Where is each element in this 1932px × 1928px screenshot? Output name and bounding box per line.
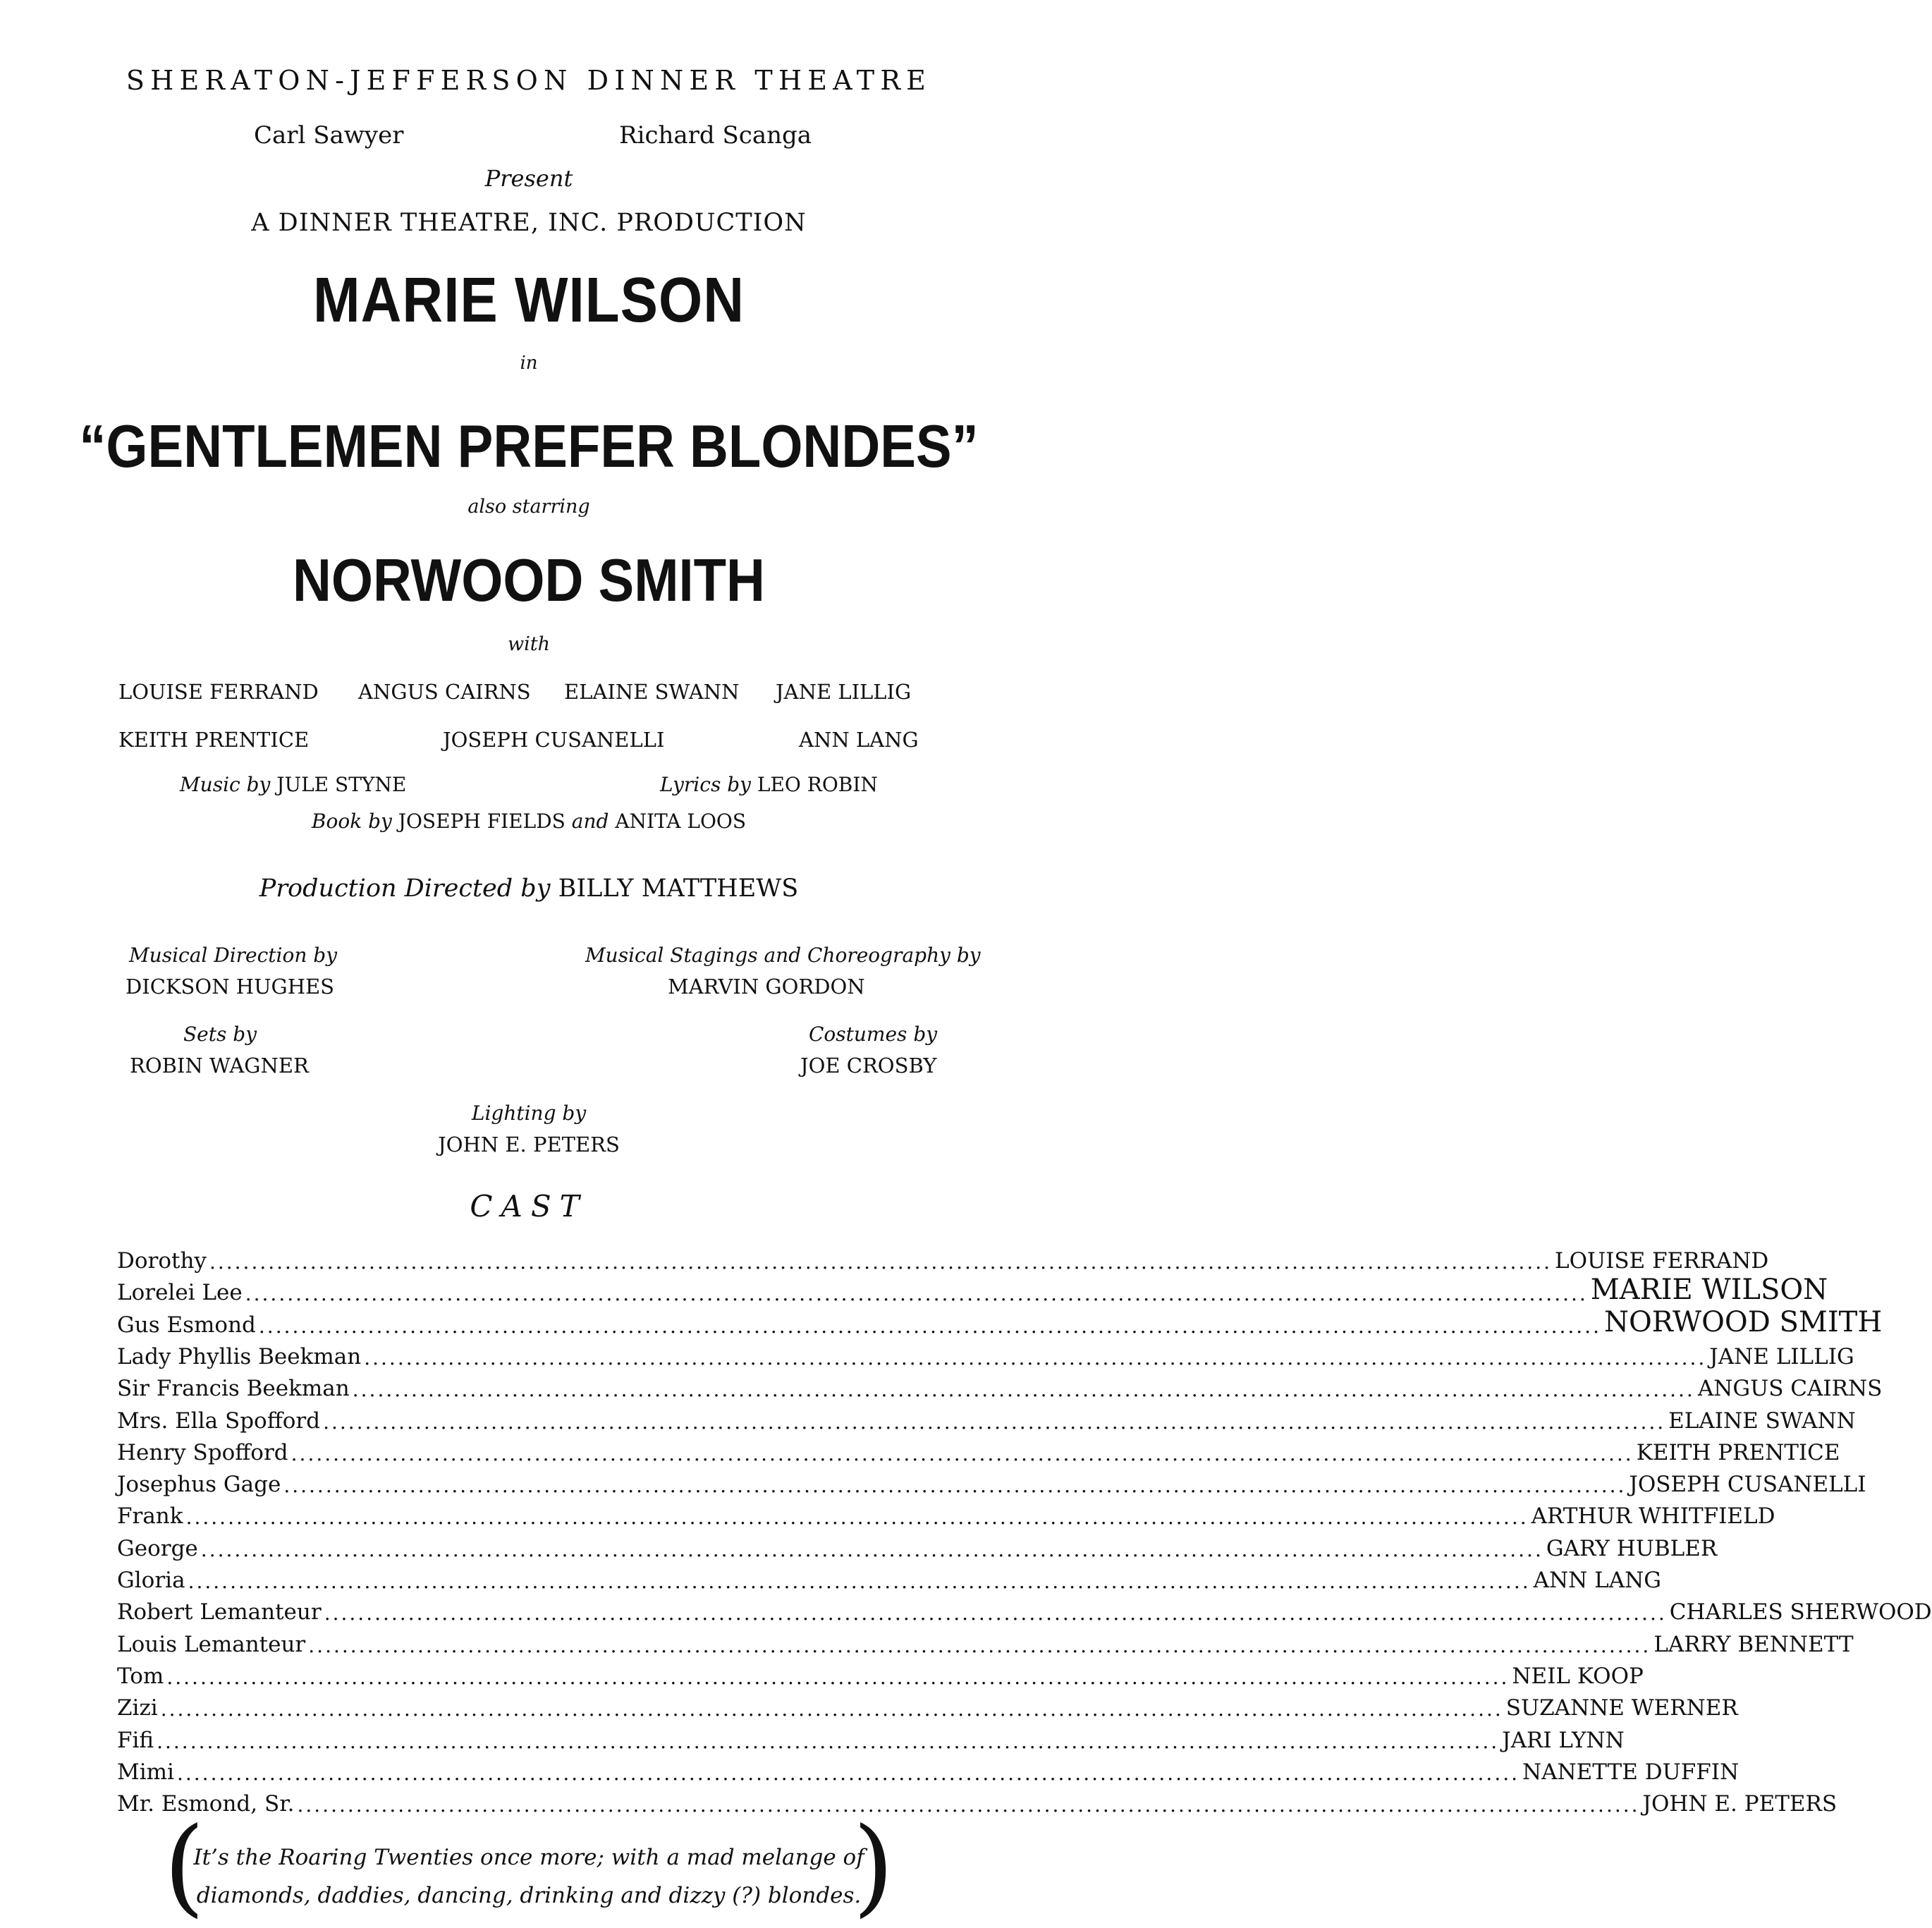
cast-role: Zizi — [117, 1695, 158, 1721]
producer-left: Carl Sawyer — [254, 121, 404, 150]
cast-row — [117, 1595, 1932, 1625]
supporting-name: KEITH PRENTICE — [118, 728, 310, 752]
costumes-label: Costumes by — [809, 1023, 938, 1046]
cast-actor: KEITH PRENTICE — [1636, 1440, 1840, 1465]
costar-name: NORWOOD SMITH — [293, 547, 765, 615]
sets-name: ROBIN WAGNER — [130, 1054, 309, 1078]
lyrics-by-name: LEO ROBIN — [757, 773, 878, 796]
cast-role: Tom — [117, 1664, 164, 1689]
cast-row — [117, 1659, 1644, 1689]
cast-actor: GARY HUBLER — [1546, 1536, 1718, 1561]
cast-actor: NORWOOD SMITH — [1603, 1306, 1883, 1338]
supporting-name: JANE LILLIG — [776, 680, 912, 704]
dot-leader: ................................................................................................................................................................ — [283, 1474, 1627, 1497]
cast-row — [117, 1628, 1854, 1657]
cast-role: Gloria — [117, 1568, 185, 1593]
cast-row — [117, 1723, 1625, 1753]
also-starring-text: also starring — [467, 496, 590, 518]
supporting-name: JOSEPH CUSANELLI — [443, 728, 665, 752]
cast-role: Louis Lemanteur — [117, 1632, 306, 1657]
music-by-name: JULE STYNE — [276, 773, 407, 796]
cast-actor: JARI LYNN — [1502, 1728, 1625, 1753]
cast-actor: ANGUS CAIRNS — [1697, 1376, 1883, 1401]
stagings-name: MARVIN GORDON — [668, 975, 865, 999]
theatre-name: SHERATON-JEFFERSON DINNER THEATRE — [126, 65, 932, 96]
costumes-name: JOE CROSBY — [800, 1054, 937, 1078]
cast-role: Frank — [117, 1503, 183, 1529]
right-paren: ) — [852, 1805, 894, 1928]
cast-heading: CAST — [470, 1189, 588, 1224]
cast-role: Sir Francis Beekman — [117, 1376, 350, 1401]
cast-actor: SUZANNE WERNER — [1505, 1695, 1738, 1721]
cast-row — [117, 1274, 1828, 1306]
music-credit — [180, 773, 406, 796]
cast-actor: LARRY BENNETT — [1653, 1632, 1854, 1657]
dot-leader: ................................................................................................................................................................ — [258, 1314, 1601, 1338]
supporting-name: LOUISE FERRAND — [118, 680, 319, 704]
dot-leader: ................................................................................................................................................................ — [160, 1697, 1503, 1721]
musical-direction-label: Musical Direction by — [129, 944, 338, 967]
cast-row — [117, 1563, 1661, 1593]
dot-leader: ................................................................................................................................................................ — [364, 1346, 1707, 1369]
cast-row — [117, 1244, 1769, 1274]
director-credit — [0, 874, 1058, 903]
book-credit — [0, 810, 1058, 833]
star-name: MARIE WILSON — [313, 264, 745, 336]
producer-right: Richard Scanga — [619, 121, 812, 150]
lighting-name: JOHN E. PETERS — [438, 1133, 620, 1157]
cast-role: Lorelei Lee — [117, 1280, 243, 1305]
cast-role: Lady Phyllis Beekman — [117, 1344, 362, 1369]
cast-row — [117, 1532, 1718, 1561]
production-line: A DINNER THEATRE, INC. PRODUCTION — [251, 209, 807, 237]
cast-actor: NANETTE DUFFIN — [1522, 1759, 1740, 1785]
lighting-label: Lighting by — [471, 1102, 587, 1125]
director-name: BILLY MATTHEWS — [558, 874, 799, 903]
cast-row — [117, 1404, 1856, 1434]
cast-role: Robert Lemanteur — [117, 1599, 322, 1625]
book-by-label: Book by — [311, 810, 392, 833]
cast-actor: LOUISE FERRAND — [1555, 1248, 1769, 1274]
lyrics-by-label: Lyrics by — [660, 773, 751, 796]
in-text: in — [520, 353, 538, 374]
cast-role: Mrs. Ella Spofford — [117, 1408, 321, 1434]
cast-actor: NEIL KOOP — [1512, 1664, 1644, 1689]
cast-actor: JOHN E. PETERS — [1642, 1791, 1838, 1817]
dot-leader: ................................................................................................................................................................ — [209, 1250, 1552, 1274]
cast-actor: ARTHUR WHITFIELD — [1531, 1503, 1775, 1529]
dot-leader: ................................................................................................................................................................ — [245, 1282, 1588, 1305]
cast-role: Gus Esmond — [117, 1312, 256, 1338]
present-text: Present — [484, 165, 573, 192]
tagline — [164, 1805, 894, 1928]
book-and: and — [571, 810, 609, 833]
cast-actor: MARIE WILSON — [1590, 1274, 1828, 1306]
dot-leader: ................................................................................................................................................................ — [200, 1538, 1543, 1561]
music-by-label: Music by — [180, 773, 271, 796]
cast-row — [117, 1340, 1854, 1369]
cast-actor: ELAINE SWANN — [1668, 1408, 1856, 1434]
dot-leader: ................................................................................................................................................................ — [157, 1730, 1500, 1753]
dot-leader: ................................................................................................................................................................ — [291, 1442, 1634, 1465]
cast-row — [117, 1306, 1883, 1338]
cast-actor: ANN LANG — [1533, 1568, 1661, 1593]
supporting-name: ANN LANG — [799, 728, 919, 752]
cast-actor: CHARLES SHERWOOD — [1669, 1599, 1932, 1625]
dot-leader: ................................................................................................................................................................ — [185, 1506, 1529, 1529]
lyrics-credit — [660, 773, 878, 796]
cast-role: Henry Spofford — [117, 1440, 288, 1465]
musical-direction-name: DICKSON HUGHES — [126, 975, 335, 999]
cast-row — [117, 1755, 1740, 1785]
dot-leader: ................................................................................................................................................................ — [324, 1601, 1667, 1625]
book-by-name-1: JOSEPH FIELDS — [398, 810, 565, 833]
cast-row — [117, 1468, 1866, 1497]
show-title: “GENTLEMEN PREFER BLONDES” — [79, 413, 979, 481]
cast-role: Mr. Esmond, Sr. — [117, 1791, 295, 1817]
cast-row — [117, 1691, 1738, 1721]
cast-row — [117, 1372, 1883, 1401]
supporting-name: ANGUS CAIRNS — [358, 680, 531, 704]
stagings-label: Musical Stagings and Choreography by — [585, 944, 981, 967]
cast-role: Mimi — [117, 1759, 174, 1785]
cast-row — [117, 1787, 1838, 1817]
cast-role: Josephus Gage — [117, 1472, 281, 1497]
cast-role: George — [117, 1536, 198, 1561]
dot-leader: ................................................................................................................................................................ — [308, 1634, 1651, 1657]
cast-row — [117, 1436, 1840, 1465]
cast-role: Fifi — [117, 1728, 154, 1753]
tagline-line-1: It’s the Roaring Twenties once more; with a mad melange of — [193, 1845, 864, 1870]
tagline-line-2: diamonds, daddies, dancing, drinking and dizzy (?) blondes. — [196, 1883, 862, 1908]
dot-leader: ................................................................................................................................................................ — [166, 1666, 1510, 1689]
sets-label: Sets by — [183, 1023, 257, 1046]
cast-role: Dorothy — [117, 1248, 207, 1274]
cast-actor: JANE LILLIG — [1709, 1344, 1854, 1369]
supporting-name: ELAINE SWANN — [564, 680, 740, 704]
with-text: with — [508, 633, 550, 655]
dot-leader: ................................................................................................................................................................ — [297, 1793, 1640, 1817]
dot-leader: ................................................................................................................................................................ — [323, 1410, 1666, 1434]
directed-by-label: Production Directed by — [259, 874, 551, 903]
dot-leader: ................................................................................................................................................................ — [176, 1762, 1520, 1785]
cast-actor: JOSEPH CUSANELLI — [1629, 1472, 1866, 1497]
dot-leader: ................................................................................................................................................................ — [352, 1378, 1695, 1401]
left-paren: ( — [164, 1805, 205, 1928]
book-by-name-2: ANITA LOOS — [615, 810, 747, 833]
cast-row — [117, 1499, 1775, 1529]
dot-leader: ................................................................................................................................................................ — [188, 1570, 1531, 1593]
